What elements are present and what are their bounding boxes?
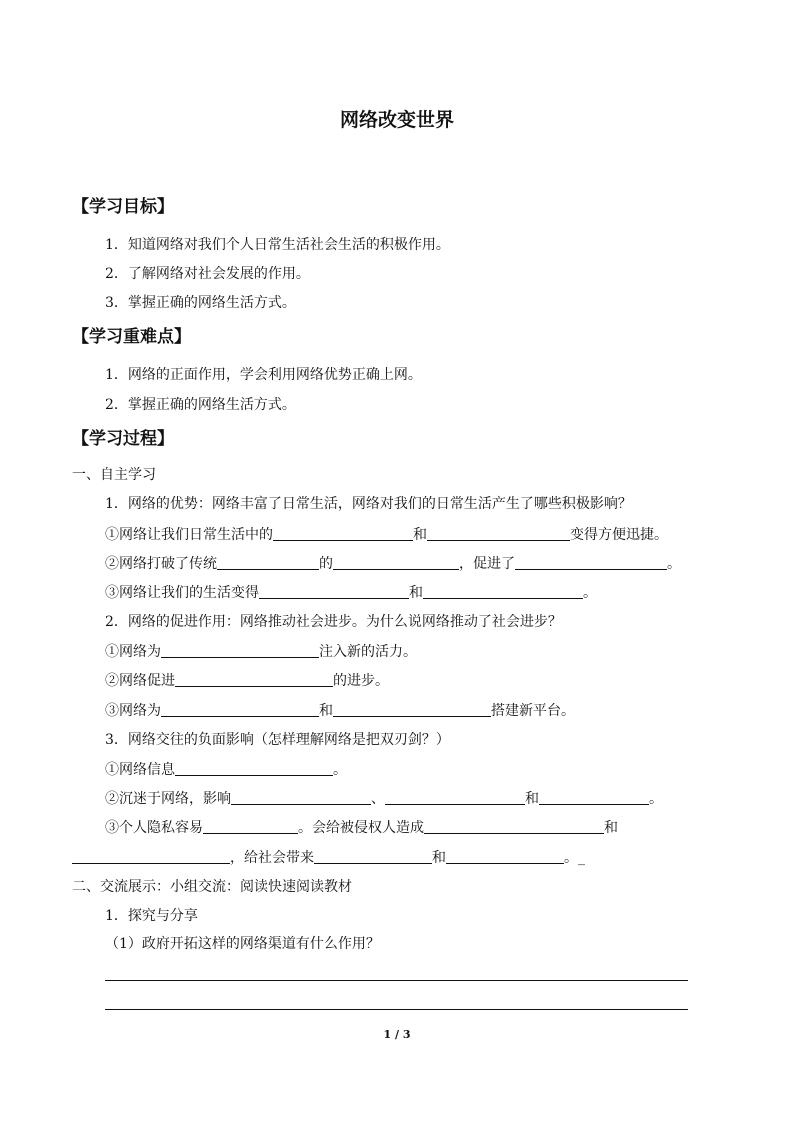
q3-a-post: 。 xyxy=(333,762,347,778)
q1-c-mid: 和 xyxy=(409,585,423,601)
q1-c-post: 。 xyxy=(583,585,597,601)
q3-d-mid1: ，给社会带来 xyxy=(230,850,314,866)
q1-b-post: 。 xyxy=(667,556,681,572)
q1-a-pre: ①网络让我们日常生活中的 xyxy=(105,527,273,543)
q1-a-mid: 和 xyxy=(413,527,427,543)
q3-c-mid1: 。会给被侵权人造成 xyxy=(298,820,424,836)
part2-sub1: 1．探究与分享 xyxy=(105,908,198,924)
q2-b-line xyxy=(105,670,389,690)
q1-a-line xyxy=(105,524,668,544)
q3-b-line xyxy=(105,788,663,808)
q3-b-mid1: 、 xyxy=(371,791,385,807)
fill-blank[interactable] xyxy=(539,790,649,805)
q2-a-post: 注入新的活力。 xyxy=(319,644,417,660)
q1-b-line xyxy=(105,553,681,573)
fill-blank[interactable] xyxy=(446,849,564,864)
fill-blank[interactable] xyxy=(161,702,319,717)
q3-a-line xyxy=(105,759,347,779)
q1-c-pre: ③网络让我们的生活变得 xyxy=(105,585,259,601)
goal-item-3: 3．掌握正确的网络生活方式。 xyxy=(105,295,296,311)
q1-text: 1．网络的优势：网络丰富了日常生活，网络对我们的日常生活产生了哪些积极影响？ xyxy=(105,496,632,512)
q3-b-post: 。 xyxy=(649,791,663,807)
q3-a-pre: ①网络信息 xyxy=(105,762,175,778)
q2-a-line xyxy=(105,641,417,661)
q3-d-line xyxy=(72,847,585,867)
goal-item-2: 2．了解网络对社会发展的作用。 xyxy=(105,266,310,282)
q2-c-mid: 和 xyxy=(319,703,333,719)
q3-b-mid2: 和 xyxy=(525,791,539,807)
q2-c-line xyxy=(105,700,575,720)
fill-blank[interactable] xyxy=(427,526,570,541)
q3-text: 3．网络交往的负面影响（怎样理解网络是把双刃剑？） xyxy=(105,732,450,748)
fill-blank[interactable] xyxy=(333,555,459,570)
q1-b-pre: ②网络打破了传统 xyxy=(105,556,217,572)
q2-b-post: 的进步。 xyxy=(333,673,389,689)
q3-c-line xyxy=(105,817,618,837)
fill-blank[interactable] xyxy=(423,584,583,599)
section-header-keypoints: 【学习重难点】 xyxy=(72,327,191,347)
fill-blank[interactable] xyxy=(217,555,319,570)
fill-blank[interactable] xyxy=(259,584,409,599)
answer-line[interactable] xyxy=(105,980,688,981)
fill-blank[interactable] xyxy=(175,761,333,776)
q2-c-post: 搭建新平台。 xyxy=(491,703,575,719)
answer-line[interactable] xyxy=(105,1009,688,1010)
section-header-process: 【学习过程】 xyxy=(72,429,174,449)
fill-blank[interactable] xyxy=(161,643,319,658)
q3-b-pre: ②沉迷于网络，影响 xyxy=(105,791,231,807)
q2-b-pre: ②网络促进 xyxy=(105,673,175,689)
q3-c-pre: ③个人隐私容易 xyxy=(105,820,203,836)
fill-blank[interactable] xyxy=(72,849,230,864)
fill-blank[interactable] xyxy=(175,672,333,687)
q1-c-line xyxy=(105,582,597,602)
fill-blank[interactable] xyxy=(515,555,667,570)
keypoint-item-2: 2．掌握正确的网络生活方式。 xyxy=(105,397,296,413)
fill-blank[interactable] xyxy=(424,819,604,834)
page-title: 网络改变世界 xyxy=(339,109,454,131)
section-header-goals: 【学习目标】 xyxy=(72,197,174,217)
goal-item-1: 1．知道网络对我们个人日常生活社会生活的积极作用。 xyxy=(105,237,450,253)
q2-a-pre: ①网络为 xyxy=(105,644,161,660)
q1-a-post: 变得方便迅捷。 xyxy=(570,527,668,543)
q3-d-post: 。_ xyxy=(564,850,585,866)
part2-sub2: （1）政府开拓这样的网络渠道有什么作用？ xyxy=(105,936,380,952)
keypoint-item-1: 1．网络的正面作用，学会利用网络优势正确上网。 xyxy=(105,367,422,383)
q1-b-mid1: 的 xyxy=(319,556,333,572)
fill-blank[interactable] xyxy=(231,790,371,805)
part2-heading: 二、交流展示：小组交流：阅读快速阅读教材 xyxy=(72,879,352,895)
fill-blank[interactable] xyxy=(385,790,525,805)
part1-heading: 一、自主学习 xyxy=(72,467,156,483)
q3-d-mid2: 和 xyxy=(432,850,446,866)
page-number: 1 / 3 xyxy=(383,1028,411,1041)
q2-text: 2．网络的促进作用：网络推动社会进步。为什么说网络推动了社会进步？ xyxy=(105,614,562,630)
fill-blank[interactable] xyxy=(314,849,432,864)
q1-b-mid2: ，促进了 xyxy=(459,556,515,572)
q3-c-mid2: 和 xyxy=(604,820,618,836)
fill-blank[interactable] xyxy=(203,819,298,834)
fill-blank[interactable] xyxy=(333,702,491,717)
fill-blank[interactable] xyxy=(273,526,413,541)
q2-c-pre: ③网络为 xyxy=(105,703,161,719)
